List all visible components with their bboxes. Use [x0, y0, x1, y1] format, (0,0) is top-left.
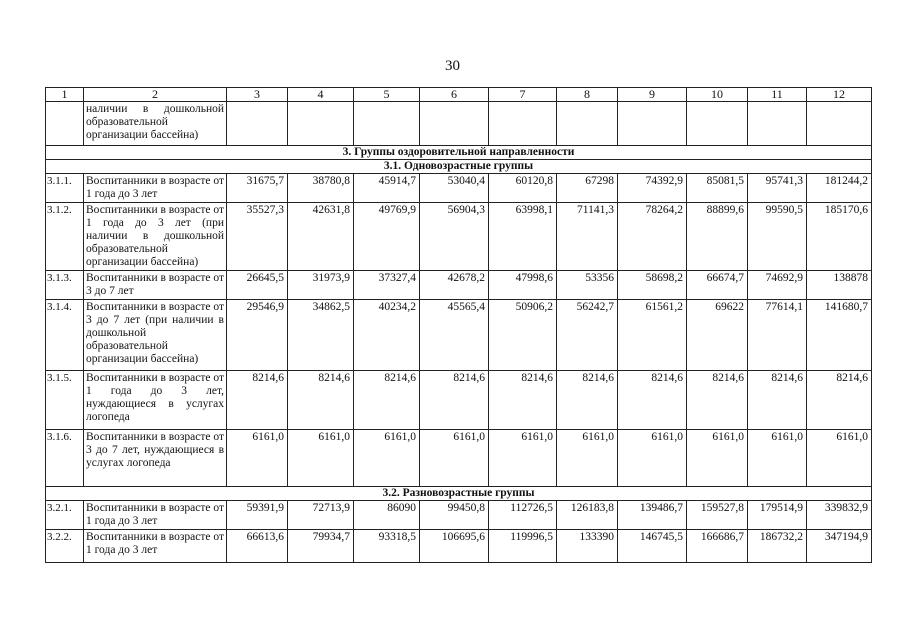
value-cell: 8214,6	[489, 371, 557, 430]
row-label: Воспитанники в возрасте от 3 до 7 лет	[84, 271, 227, 300]
column-header: 11	[748, 88, 807, 102]
section-header-3-1	[46, 160, 872, 174]
section-title: 3.1. Одновозрастные группы	[46, 160, 872, 174]
value-cell: 69622	[687, 300, 748, 371]
section-header-3	[46, 146, 872, 160]
row-code: 3.1.6.	[46, 430, 84, 487]
value-cell: 50906,2	[489, 300, 557, 371]
value-cell: 77614,1	[748, 300, 807, 371]
value-cell: 8214,6	[807, 371, 872, 430]
section-header-3-2	[46, 487, 872, 501]
column-header: 7	[489, 88, 557, 102]
column-header: 4	[288, 88, 354, 102]
value-cell: 8214,6	[288, 371, 354, 430]
column-header-row	[46, 88, 872, 102]
column-header: 8	[557, 88, 618, 102]
value-cell: 31973,9	[288, 271, 354, 300]
value-cell: 112726,5	[489, 501, 557, 530]
value-cell: 6161,0	[288, 430, 354, 487]
value-cell: 74392,9	[618, 174, 687, 203]
value-cell: 31675,7	[227, 174, 288, 203]
tariff-table	[45, 87, 872, 563]
value-cell: 8214,6	[687, 371, 748, 430]
row-code: 3.1.2.	[46, 203, 84, 271]
row-code: 3.1.5.	[46, 371, 84, 430]
value-cell: 86090	[354, 501, 420, 530]
table-row	[46, 203, 872, 271]
row-code: 3.1.1.	[46, 174, 84, 203]
value-cell: 133390	[557, 530, 618, 563]
value-cell: 6161,0	[618, 430, 687, 487]
table-row	[46, 501, 872, 530]
row-label: Воспитанники в возрасте от 1 года до 3 лет	[84, 530, 227, 563]
value-cell: 53356	[557, 271, 618, 300]
table-row	[46, 371, 872, 430]
row-label: Воспитанники в возрасте от 1 года до 3 лет	[84, 174, 227, 203]
value-cell: 95741,3	[748, 174, 807, 203]
value-cell: 6161,0	[687, 430, 748, 487]
value-cell: 74692,9	[748, 271, 807, 300]
value-cell: 42678,2	[420, 271, 489, 300]
row-code: 3.1.3.	[46, 271, 84, 300]
column-header: 10	[687, 88, 748, 102]
value-cell: 66674,7	[687, 271, 748, 300]
value-cell: 78264,2	[618, 203, 687, 271]
value-cell: 185170,6	[807, 203, 872, 271]
value-cell: 146745,5	[618, 530, 687, 563]
column-header: 2	[84, 88, 227, 102]
table-row	[46, 271, 872, 300]
value-cell: 6161,0	[748, 430, 807, 487]
row-label: Воспитанники в возрасте от 3 до 7 лет (при наличии в дошкольной образовательной организации бассейна)	[84, 300, 227, 371]
column-header: 3	[227, 88, 288, 102]
value-cell: 29546,9	[227, 300, 288, 371]
value-cell: 6161,0	[557, 430, 618, 487]
value-cell: 6161,0	[227, 430, 288, 487]
row-code: 3.2.2.	[46, 530, 84, 563]
value-cell: 45565,4	[420, 300, 489, 371]
value-cell: 35527,3	[227, 203, 288, 271]
value-cell: 138878	[807, 271, 872, 300]
value-cell: 26645,5	[227, 271, 288, 300]
row-code	[46, 102, 84, 146]
value-cell: 179514,9	[748, 501, 807, 530]
row-code: 3.2.1.	[46, 501, 84, 530]
value-cell: 72713,9	[288, 501, 354, 530]
value-cell: 181244,2	[807, 174, 872, 203]
value-cell: 40234,2	[354, 300, 420, 371]
row-label: Воспитанники в возрасте от 1 года до 3 лет, нуждающиеся в услугах логопеда	[84, 371, 227, 430]
table-row	[46, 430, 872, 487]
value-cell: 126183,8	[557, 501, 618, 530]
row-label: Воспитанники в возрасте от 1 года до 3 лет	[84, 501, 227, 530]
column-header: 5	[354, 88, 420, 102]
column-header: 1	[46, 88, 84, 102]
value-cell: 79934,7	[288, 530, 354, 563]
carryover-row	[46, 102, 872, 146]
value-cell: 8214,6	[618, 371, 687, 430]
value-cell: 8214,6	[227, 371, 288, 430]
section-title: 3. Группы оздоровительной направленности	[46, 146, 872, 160]
value-cell: 56904,3	[420, 203, 489, 271]
value-cell: 6161,0	[354, 430, 420, 487]
value-cell: 99590,5	[748, 203, 807, 271]
value-cell: 8214,6	[748, 371, 807, 430]
value-cell: 159527,8	[687, 501, 748, 530]
value-cell: 141680,7	[807, 300, 872, 371]
value-cell: 45914,7	[354, 174, 420, 203]
value-cell: 186732,2	[748, 530, 807, 563]
value-cell: 42631,8	[288, 203, 354, 271]
value-cell: 56242,7	[557, 300, 618, 371]
value-cell: 347194,9	[807, 530, 872, 563]
value-cell: 139486,7	[618, 501, 687, 530]
value-cell: 67298	[557, 174, 618, 203]
value-cell: 106695,6	[420, 530, 489, 563]
value-cell: 119996,5	[489, 530, 557, 563]
value-cell: 53040,4	[420, 174, 489, 203]
value-cell: 93318,5	[354, 530, 420, 563]
page-number: 30	[445, 58, 460, 74]
table-row	[46, 530, 872, 563]
value-cell: 8214,6	[354, 371, 420, 430]
value-cell: 339832,9	[807, 501, 872, 530]
section-title: 3.2. Разновозрастные группы	[46, 487, 872, 501]
value-cell: 66613,6	[227, 530, 288, 563]
row-code: 3.1.4.	[46, 300, 84, 371]
value-cell: 8214,6	[557, 371, 618, 430]
value-cell: 6161,0	[420, 430, 489, 487]
value-cell: 6161,0	[489, 430, 557, 487]
value-cell: 99450,8	[420, 501, 489, 530]
value-cell: 58698,2	[618, 271, 687, 300]
row-label: Воспитанники в возрасте от 3 до 7 лет, нуждающиеся в услугах логопеда	[84, 430, 227, 487]
row-label: Воспитанники в возрасте от 1 года до 3 лет (при наличии в дошкольной образовательной организации бассейна)	[84, 203, 227, 271]
value-cell: 37327,4	[354, 271, 420, 300]
row-label: наличии в дошкольной образовательной организации бассейна)	[84, 102, 227, 146]
value-cell: 60120,8	[489, 174, 557, 203]
value-cell: 85081,5	[687, 174, 748, 203]
value-cell: 61561,2	[618, 300, 687, 371]
value-cell: 34862,5	[288, 300, 354, 371]
column-header: 12	[807, 88, 872, 102]
value-cell: 49769,9	[354, 203, 420, 271]
column-header: 9	[618, 88, 687, 102]
table-row	[46, 174, 872, 203]
value-cell: 6161,0	[807, 430, 872, 487]
value-cell: 88899,6	[687, 203, 748, 271]
table-row	[46, 300, 872, 371]
value-cell: 63998,1	[489, 203, 557, 271]
value-cell: 166686,7	[687, 530, 748, 563]
value-cell: 71141,3	[557, 203, 618, 271]
value-cell: 47998,6	[489, 271, 557, 300]
column-header: 6	[420, 88, 489, 102]
value-cell: 8214,6	[420, 371, 489, 430]
value-cell: 59391,9	[227, 501, 288, 530]
value-cell: 38780,8	[288, 174, 354, 203]
